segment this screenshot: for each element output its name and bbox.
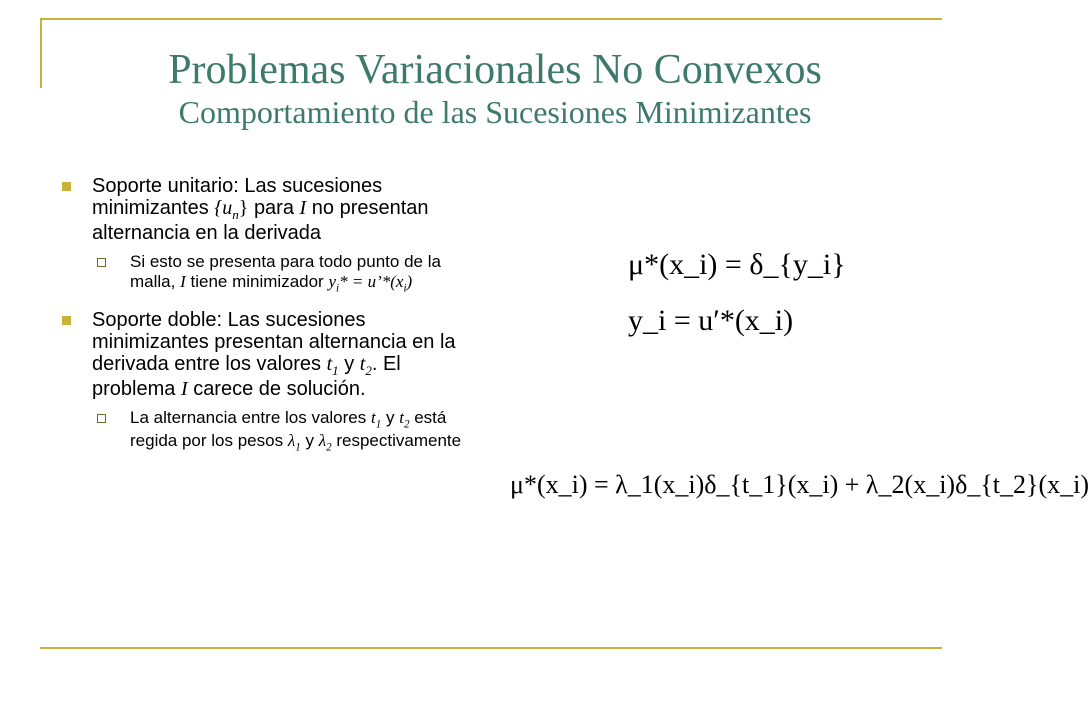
sub-bullet-alternancia xyxy=(60,408,470,454)
sub-bullet-text: está regida por los pesos xyxy=(130,408,447,451)
title-line-2: Comportamiento de las Sucesiones Minimizantes xyxy=(178,94,812,131)
math-t1: $t_1$ xyxy=(326,352,339,378)
hollow-square-bullet-icon xyxy=(97,258,106,267)
frame-left-line xyxy=(40,18,42,88)
sub-bullet-minimizador xyxy=(60,252,470,295)
bullet-text: Soporte unitario: Las sucesiones minimizantes xyxy=(92,175,383,219)
math-I: I xyxy=(180,378,188,401)
title-line-1: Problemas Variacionales No Convexos xyxy=(168,47,822,93)
frame-top-line xyxy=(40,18,942,20)
sub-bullet-text: tiene minimizador xyxy=(190,271,324,291)
math-I: I xyxy=(299,197,307,219)
math-lambda2: $\lambda_2$ xyxy=(318,431,332,454)
square-bullet-icon xyxy=(62,316,71,325)
bullet-text: carece de solución. xyxy=(193,378,366,401)
equation-3: μ*(x_i) = λ_1(x_i)δ_{t_1}(x_i) + λ_2(x_i)δ_{t_2}(x_i) xyxy=(510,470,1089,499)
bullet-soporte-doble xyxy=(60,309,470,400)
bullet-text: no presentan alternancia en la derivada xyxy=(92,197,429,245)
bullet-text: Soporte doble: Las sucesiones minimizantes presentan alternancia en la derivada entre los valores xyxy=(92,308,456,375)
equation-1: μ*(x_i) = δ_{y_i} xyxy=(628,248,846,281)
sub-bullet-text: y xyxy=(385,408,395,428)
math-minimizer: $y_i*$ = $u’*(x_i)$ xyxy=(328,271,413,295)
math-set-open: $\{u_n\}$ xyxy=(214,197,249,222)
bullet-text: . El problema xyxy=(92,352,401,401)
math-lambda1: $\lambda_1$ xyxy=(287,431,301,454)
frame-bottom-line xyxy=(40,647,942,649)
hollow-square-bullet-icon xyxy=(97,414,106,423)
equation-2: y_i = u′*(x_i) xyxy=(628,304,794,337)
bullet-text: y xyxy=(344,352,355,375)
math-t2: $t_2$ xyxy=(359,352,372,378)
slide-content xyxy=(60,175,470,468)
math-I: I xyxy=(180,271,186,291)
bullet-text: para xyxy=(253,197,294,219)
sub-bullet-text: Si esto se presenta para todo punto de la malla, xyxy=(130,252,441,291)
math-t2: $t_2$ xyxy=(399,408,410,431)
slide-title xyxy=(60,46,930,131)
sub-bullet-text: respectivamente xyxy=(336,431,462,451)
sub-bullet-text: La alternancia entre los valores xyxy=(130,408,367,428)
square-bullet-icon xyxy=(62,182,71,191)
sub-bullet-text: y xyxy=(305,431,314,451)
bullet-soporte-unitario xyxy=(60,175,470,244)
math-t1: $t_1$ xyxy=(370,408,382,431)
